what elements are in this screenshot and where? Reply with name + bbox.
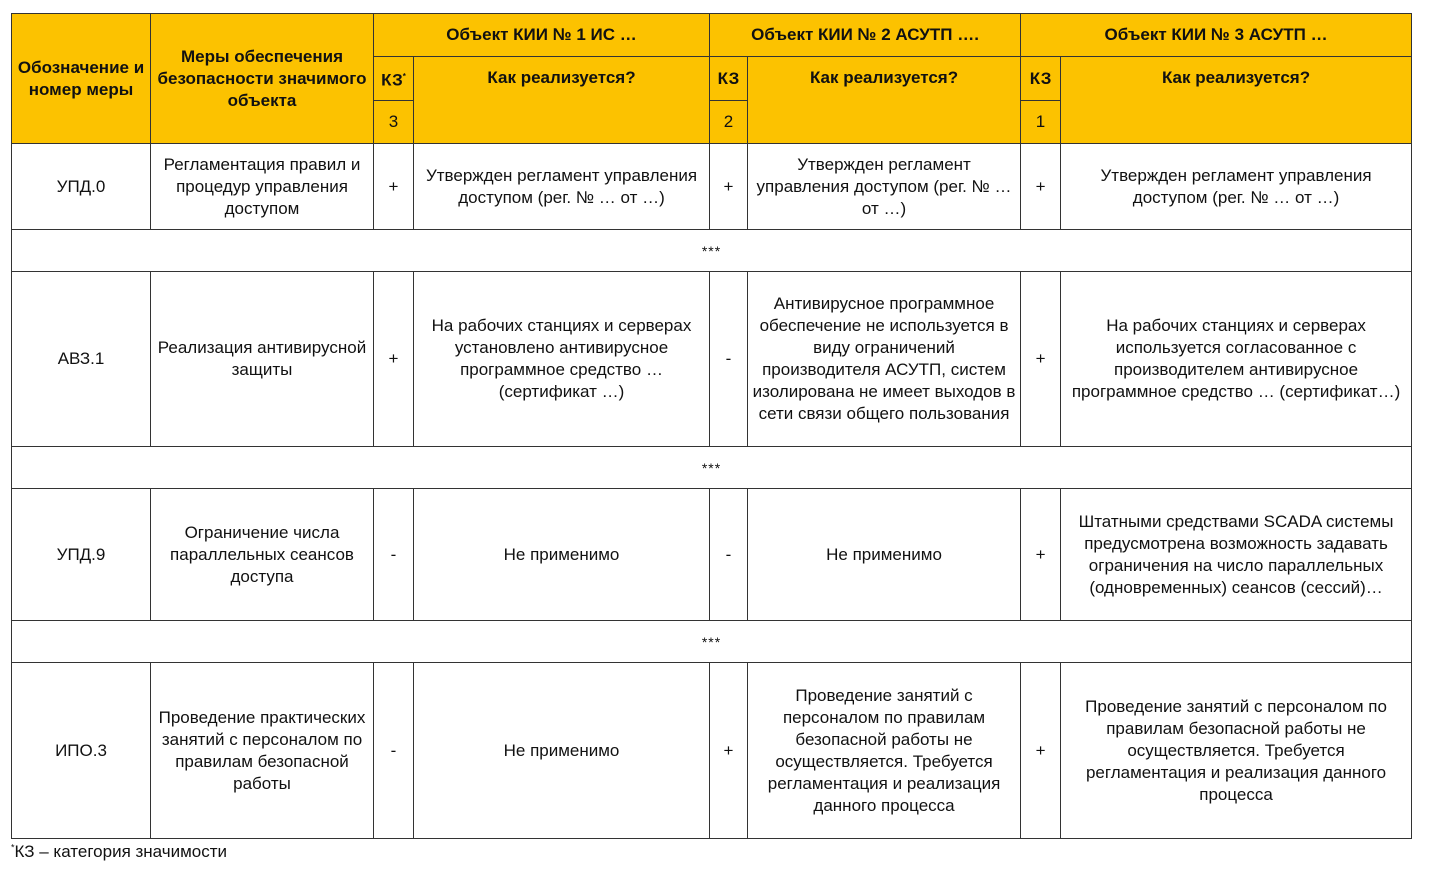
measure-id: УПД.9 [12,489,151,621]
kz-cell: - [710,489,748,621]
kz-cell: + [1021,272,1061,447]
table-row [12,272,1412,447]
header-measure-name: Меры обеспечения безопасности значимого объекта [151,14,374,144]
how-cell: Не применимо [748,489,1021,621]
how-cell: Антивирусное программное обеспечение не используется в виду ограничений производителя АСУТП, систем изолирована не имеет выходов в сети связи общего пользования [748,272,1021,447]
how-cell: Утвержден регламент управления доступом (рег. № … от …) [1061,144,1412,230]
measure-id: УПД.0 [12,144,151,230]
kz-cell: + [710,663,748,839]
security-measures-table [11,13,1412,839]
kz-cell: - [374,489,414,621]
header-how-3: Как реализуется? [1061,57,1412,144]
footnote [11,842,227,862]
how-cell: Утвержден регламент управления доступом (рег. № … от …) [748,144,1021,230]
header-kz-2: КЗ [710,57,748,101]
separator-row [12,230,1412,272]
kz-cell: + [374,144,414,230]
table-row [12,144,1412,230]
table-row [12,663,1412,839]
footnote-mark: * [11,842,15,853]
header-object-3: Объект КИИ № 3 АСУТП … [1021,14,1412,57]
separator-row [12,447,1412,489]
how-cell: Не применимо [414,663,710,839]
header-kz-3: КЗ [1021,57,1061,101]
separator-text: *** [12,621,1412,663]
how-cell: Проведение занятий с персоналом по правилам безопасной работы не осуществляется. Требуется регламентация и реализация данного процесса [1061,663,1412,839]
how-cell: Не применимо [414,489,710,621]
kz-label: КЗ [381,70,403,90]
kz-cell: + [1021,663,1061,839]
kz-cell: + [1021,489,1061,621]
header-how-1: Как реализуется? [414,57,710,144]
how-cell: Проведение занятий с персоналом по правилам безопасной работы не осуществляется. Требуется регламентация и реализация данного процесса [748,663,1021,839]
measure-name: Проведение практических занятий с персоналом по правилам безопасной работы [151,663,374,839]
kz-cell: + [374,272,414,447]
measure-name: Регламентация правил и процедур управления доступом [151,144,374,230]
separator-text: *** [12,447,1412,489]
header-kz-value-1: 3 [374,101,414,144]
header-object-2: Объект КИИ № 2 АСУТП …. [710,14,1021,57]
measure-id: АВЗ.1 [12,272,151,447]
header-object-1: Объект КИИ № 1 ИС … [374,14,710,57]
table-row [12,489,1412,621]
how-cell: Штатными средствами SCADA системы предусмотрена возможность задавать ограничения на число параллельных (одновременных) сеансов (сессий)… [1061,489,1412,621]
kz-cell: - [710,272,748,447]
how-cell: На рабочих станциях и серверах установлено антивирусное программное средство … (сертификат …) [414,272,710,447]
kz-cell: - [374,663,414,839]
header-kz-value-2: 2 [710,101,748,144]
kz-cell: + [710,144,748,230]
header-how-2: Как реализуется? [748,57,1021,144]
header-kz-1 [374,57,414,101]
header-measure-id: Обозначение и номер меры [12,14,151,144]
footnote-text: КЗ – категория значимости [14,842,228,861]
measure-name: Ограничение числа параллельных сеансов доступа [151,489,374,621]
header-kz-value-3: 1 [1021,101,1061,144]
how-cell: Утвержден регламент управления доступом (рег. № … от …) [414,144,710,230]
footnote-mark: * [402,71,406,81]
kz-cell: + [1021,144,1061,230]
separator-row [12,621,1412,663]
how-cell: На рабочих станциях и серверах используется согласованное с производителем антивирусное программное средство … (сертификат…) [1061,272,1412,447]
measure-id: ИПО.3 [12,663,151,839]
separator-text: *** [12,230,1412,272]
measure-name: Реализация антивирусной защиты [151,272,374,447]
